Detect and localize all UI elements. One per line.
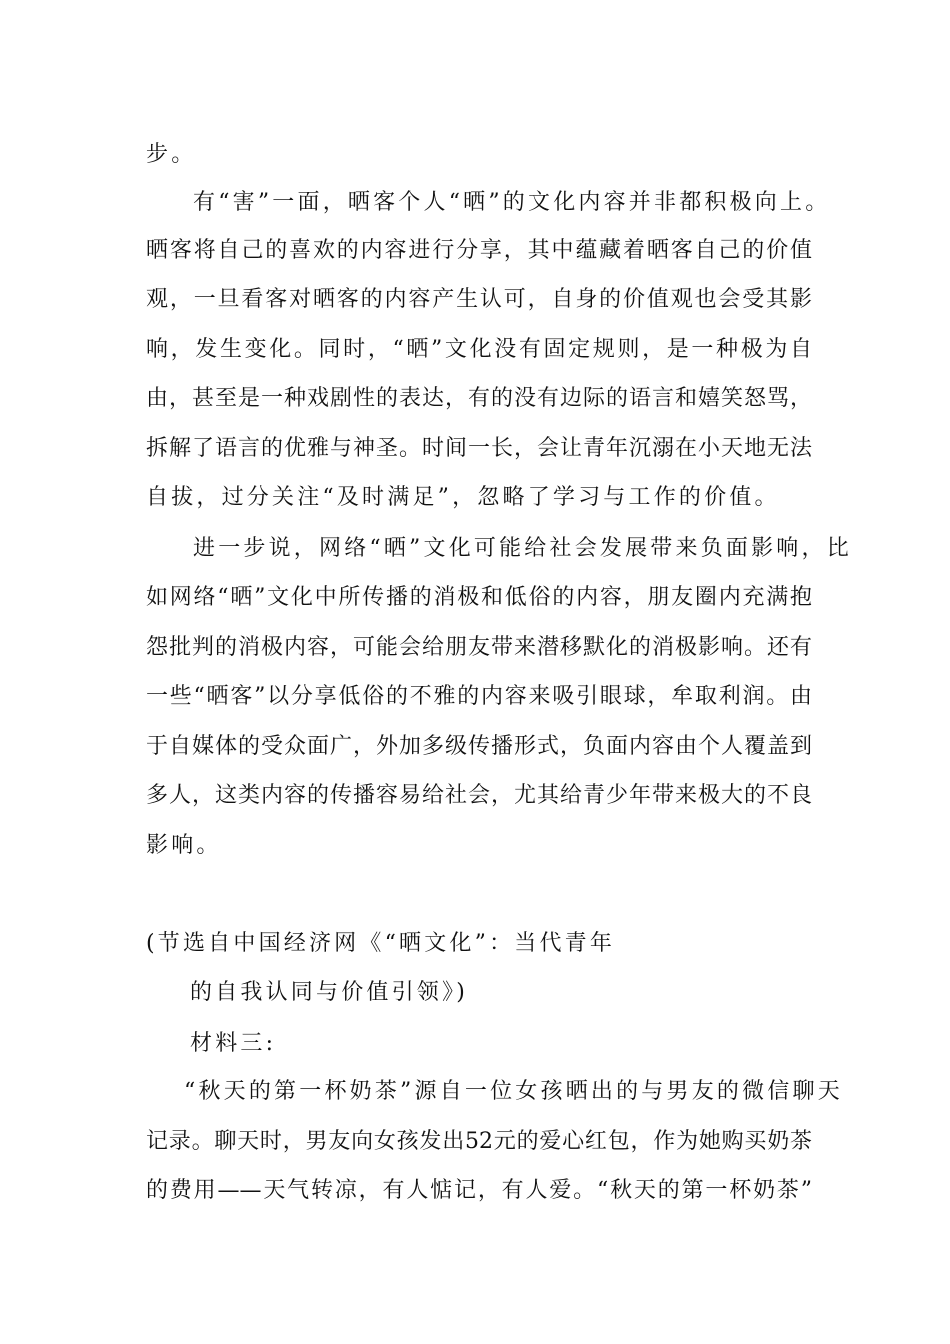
source-citation-line-2: 的自我认同与价值引领》)	[190, 980, 468, 1005]
paragraph-4-line-3: 的费用——天气转凉，有人惦记，有人爱。“秋天的第一杯奶茶”	[146, 1178, 812, 1203]
paragraph-2-line-2: 晒客将自己的喜欢的内容进行分享，其中蕴藏着晒客自己的价值	[146, 238, 812, 263]
paragraph-3-line-6: 多人，这类内容的传播容易给社会，尤其给青少年带来极大的不良	[146, 783, 812, 808]
paragraph-3-line-7: 影响。	[146, 833, 222, 858]
paragraph-2-line-6: 拆解了语言的优雅与神圣。时间一长，会让青年沉溺在小天地无法	[146, 436, 812, 461]
paragraph-2-line-5: 由，甚至是一种戏剧性的表达，有的没有边际的语言和嬉笑怒骂，	[146, 386, 812, 411]
paragraph-3-line-1: 进一步说，网络“晒”文化可能给社会发展带来负面影响，比	[193, 536, 852, 561]
paragraph-2-line-1: 有“害”一面，晒客个人“晒”的文化内容并非都积极向上。	[193, 190, 831, 215]
paragraph-2-line-4: 响，发生变化。同时，“晒”文化没有固定规则，是一种极为自	[146, 337, 812, 362]
paragraph-3-line-3: 怨批判的消极内容，可能会给朋友带来潜移默化的消极影响。还有	[146, 635, 812, 660]
paragraph-2-line-3: 观，一旦看客对晒客的内容产生认可，自身的价值观也会受其影	[146, 287, 812, 312]
paragraph-4-line-1: “秋天的第一杯奶茶”源自一位女孩晒出的与男友的微信聊天	[184, 1079, 843, 1104]
source-citation-line-1: (节选自中国经济网《“晒文化”：当代青年	[146, 931, 616, 956]
paragraph-3-line-5: 于自媒体的受众面广，外加多级传播形式，负面内容由个人覆盖到	[146, 734, 812, 759]
paragraph-2-line-7: 自拔，过分关注“及时满足”，忽略了学习与工作的价值。	[146, 485, 780, 510]
paragraph-1-line-1: 步。	[146, 142, 197, 167]
paragraph-3-line-4: 一些“晒客”以分享低俗的不雅的内容来吸引眼球，牟取利润。由	[146, 684, 812, 709]
paragraph-4-line-2: 记录。聊天时，男友向女孩发出52元的爱心红包，作为她购买奶茶	[146, 1129, 812, 1154]
paragraph-3-line-2: 如网络“晒”文化中所传播的消极和低俗的内容，朋友圈内充满抱	[146, 585, 812, 610]
material-heading: 材料三:	[190, 1031, 277, 1056]
